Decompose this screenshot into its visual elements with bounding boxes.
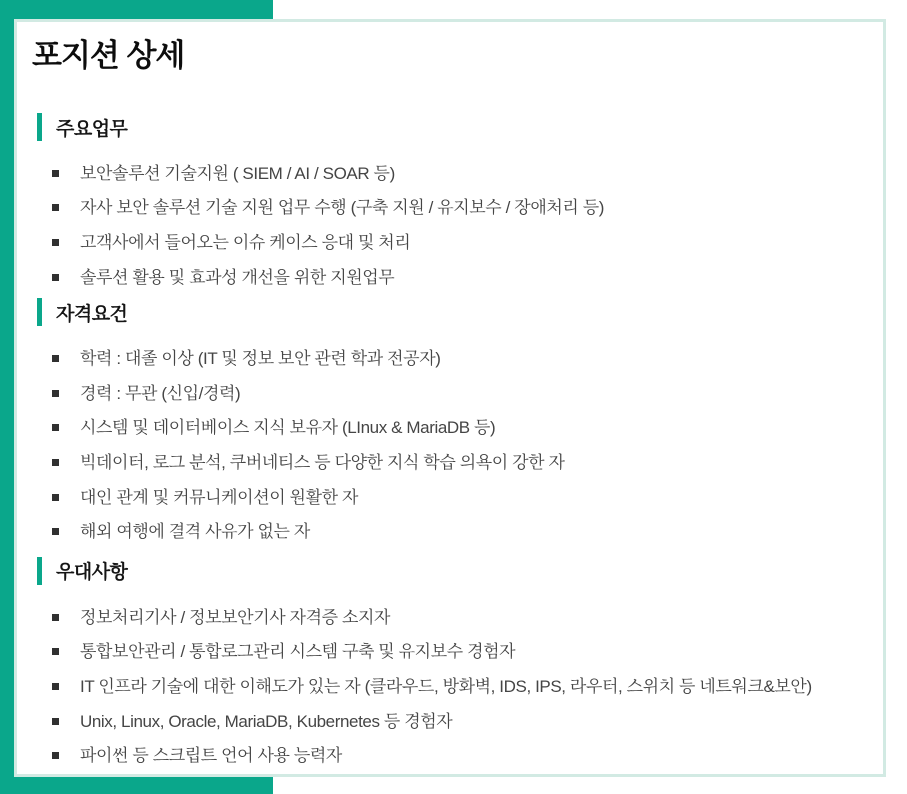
accent-bar-icon xyxy=(37,298,42,326)
bullet-list xyxy=(32,600,859,773)
list-item-text: IT 인프라 기술에 대한 이해도가 있는 자 (클라우드, 방화벽, IDS, IPS, 라우터, 스위치 등 네트워크&보안) xyxy=(80,676,812,696)
list-item-text: 자사 보안 솔루션 기술 지원 업무 수행 (구축 지원 / 유지보수 / 장애처리 등) xyxy=(80,198,604,218)
list-item xyxy=(32,225,859,260)
list-item xyxy=(32,738,859,773)
list-item-text: 대인 관계 및 커뮤니케이션이 원활한 자 xyxy=(80,487,358,507)
list-item xyxy=(32,191,859,226)
list-item xyxy=(32,480,859,515)
list-item-text: 고객사에서 들어오는 이슈 케이스 응대 및 처리 xyxy=(80,232,411,252)
section-preferred xyxy=(32,557,859,773)
list-item-text: 학력 : 대졸 이상 (IT 및 정보 보안 관련 학과 전공자) xyxy=(80,349,441,369)
list-item-text: Unix, Linux, Oracle, MariaDB, Kubernetes 등 경험자 xyxy=(80,711,453,731)
list-item xyxy=(32,514,859,549)
section-heading xyxy=(37,113,859,141)
square-bullet-icon xyxy=(52,683,59,690)
list-item xyxy=(32,156,859,191)
list-item xyxy=(32,341,859,376)
square-bullet-icon xyxy=(52,494,59,501)
square-bullet-icon xyxy=(52,528,59,535)
square-bullet-icon xyxy=(52,459,59,466)
square-bullet-icon xyxy=(52,355,59,362)
section-heading-text: 우대사항 xyxy=(56,562,128,584)
list-item-text: 해외 여행에 결격 사유가 없는 자 xyxy=(80,522,310,542)
bullet-list xyxy=(32,341,859,549)
list-item xyxy=(32,704,859,739)
square-bullet-icon xyxy=(52,390,59,397)
list-item xyxy=(32,376,859,411)
section-heading-text: 자격요건 xyxy=(56,303,128,325)
list-item-text: 시스템 및 데이터베이스 지식 보유자 (LInux & MariaDB 등) xyxy=(80,418,496,438)
section-heading-text: 주요업무 xyxy=(56,118,128,140)
page-title: 포지션 상세 xyxy=(32,38,185,73)
list-item-text: 파이썬 등 스크립트 언어 사용 능력자 xyxy=(80,746,342,766)
list-item-text: 빅데이터, 로그 분석, 쿠버네티스 등 다양한 지식 학습 의욕이 강한 자 xyxy=(80,452,565,472)
list-item-text: 정보처리기사 / 정보보안기사 자격증 소지자 xyxy=(80,607,391,627)
bullet-list xyxy=(32,156,859,294)
list-item-text: 경력 : 무관 (신입/경력) xyxy=(80,383,241,403)
square-bullet-icon xyxy=(52,614,59,621)
accent-bar-icon xyxy=(37,557,42,585)
list-item xyxy=(32,669,859,704)
list-item xyxy=(32,445,859,480)
list-item xyxy=(32,260,859,295)
position-detail-card xyxy=(14,19,886,777)
square-bullet-icon xyxy=(52,239,59,246)
list-item xyxy=(32,635,859,670)
square-bullet-icon xyxy=(52,274,59,281)
list-item xyxy=(32,411,859,446)
section-qualifications xyxy=(32,298,859,549)
list-item-text: 솔루션 활용 및 효과성 개선을 위한 지원업무 xyxy=(80,267,395,287)
section-heading xyxy=(37,298,859,326)
list-item-text: 보안솔루션 기술지원 ( SIEM / AI / SOAR 등) xyxy=(80,163,395,183)
list-item xyxy=(32,600,859,635)
square-bullet-icon xyxy=(52,204,59,211)
square-bullet-icon xyxy=(52,170,59,177)
section-main-duties xyxy=(32,113,859,294)
square-bullet-icon xyxy=(52,648,59,655)
accent-bar-icon xyxy=(37,113,42,141)
section-heading xyxy=(37,557,859,585)
square-bullet-icon xyxy=(52,718,59,725)
square-bullet-icon xyxy=(52,424,59,431)
list-item-text: 통합보안관리 / 통합로그관리 시스템 구축 및 유지보수 경험자 xyxy=(80,642,516,662)
square-bullet-icon xyxy=(52,752,59,759)
